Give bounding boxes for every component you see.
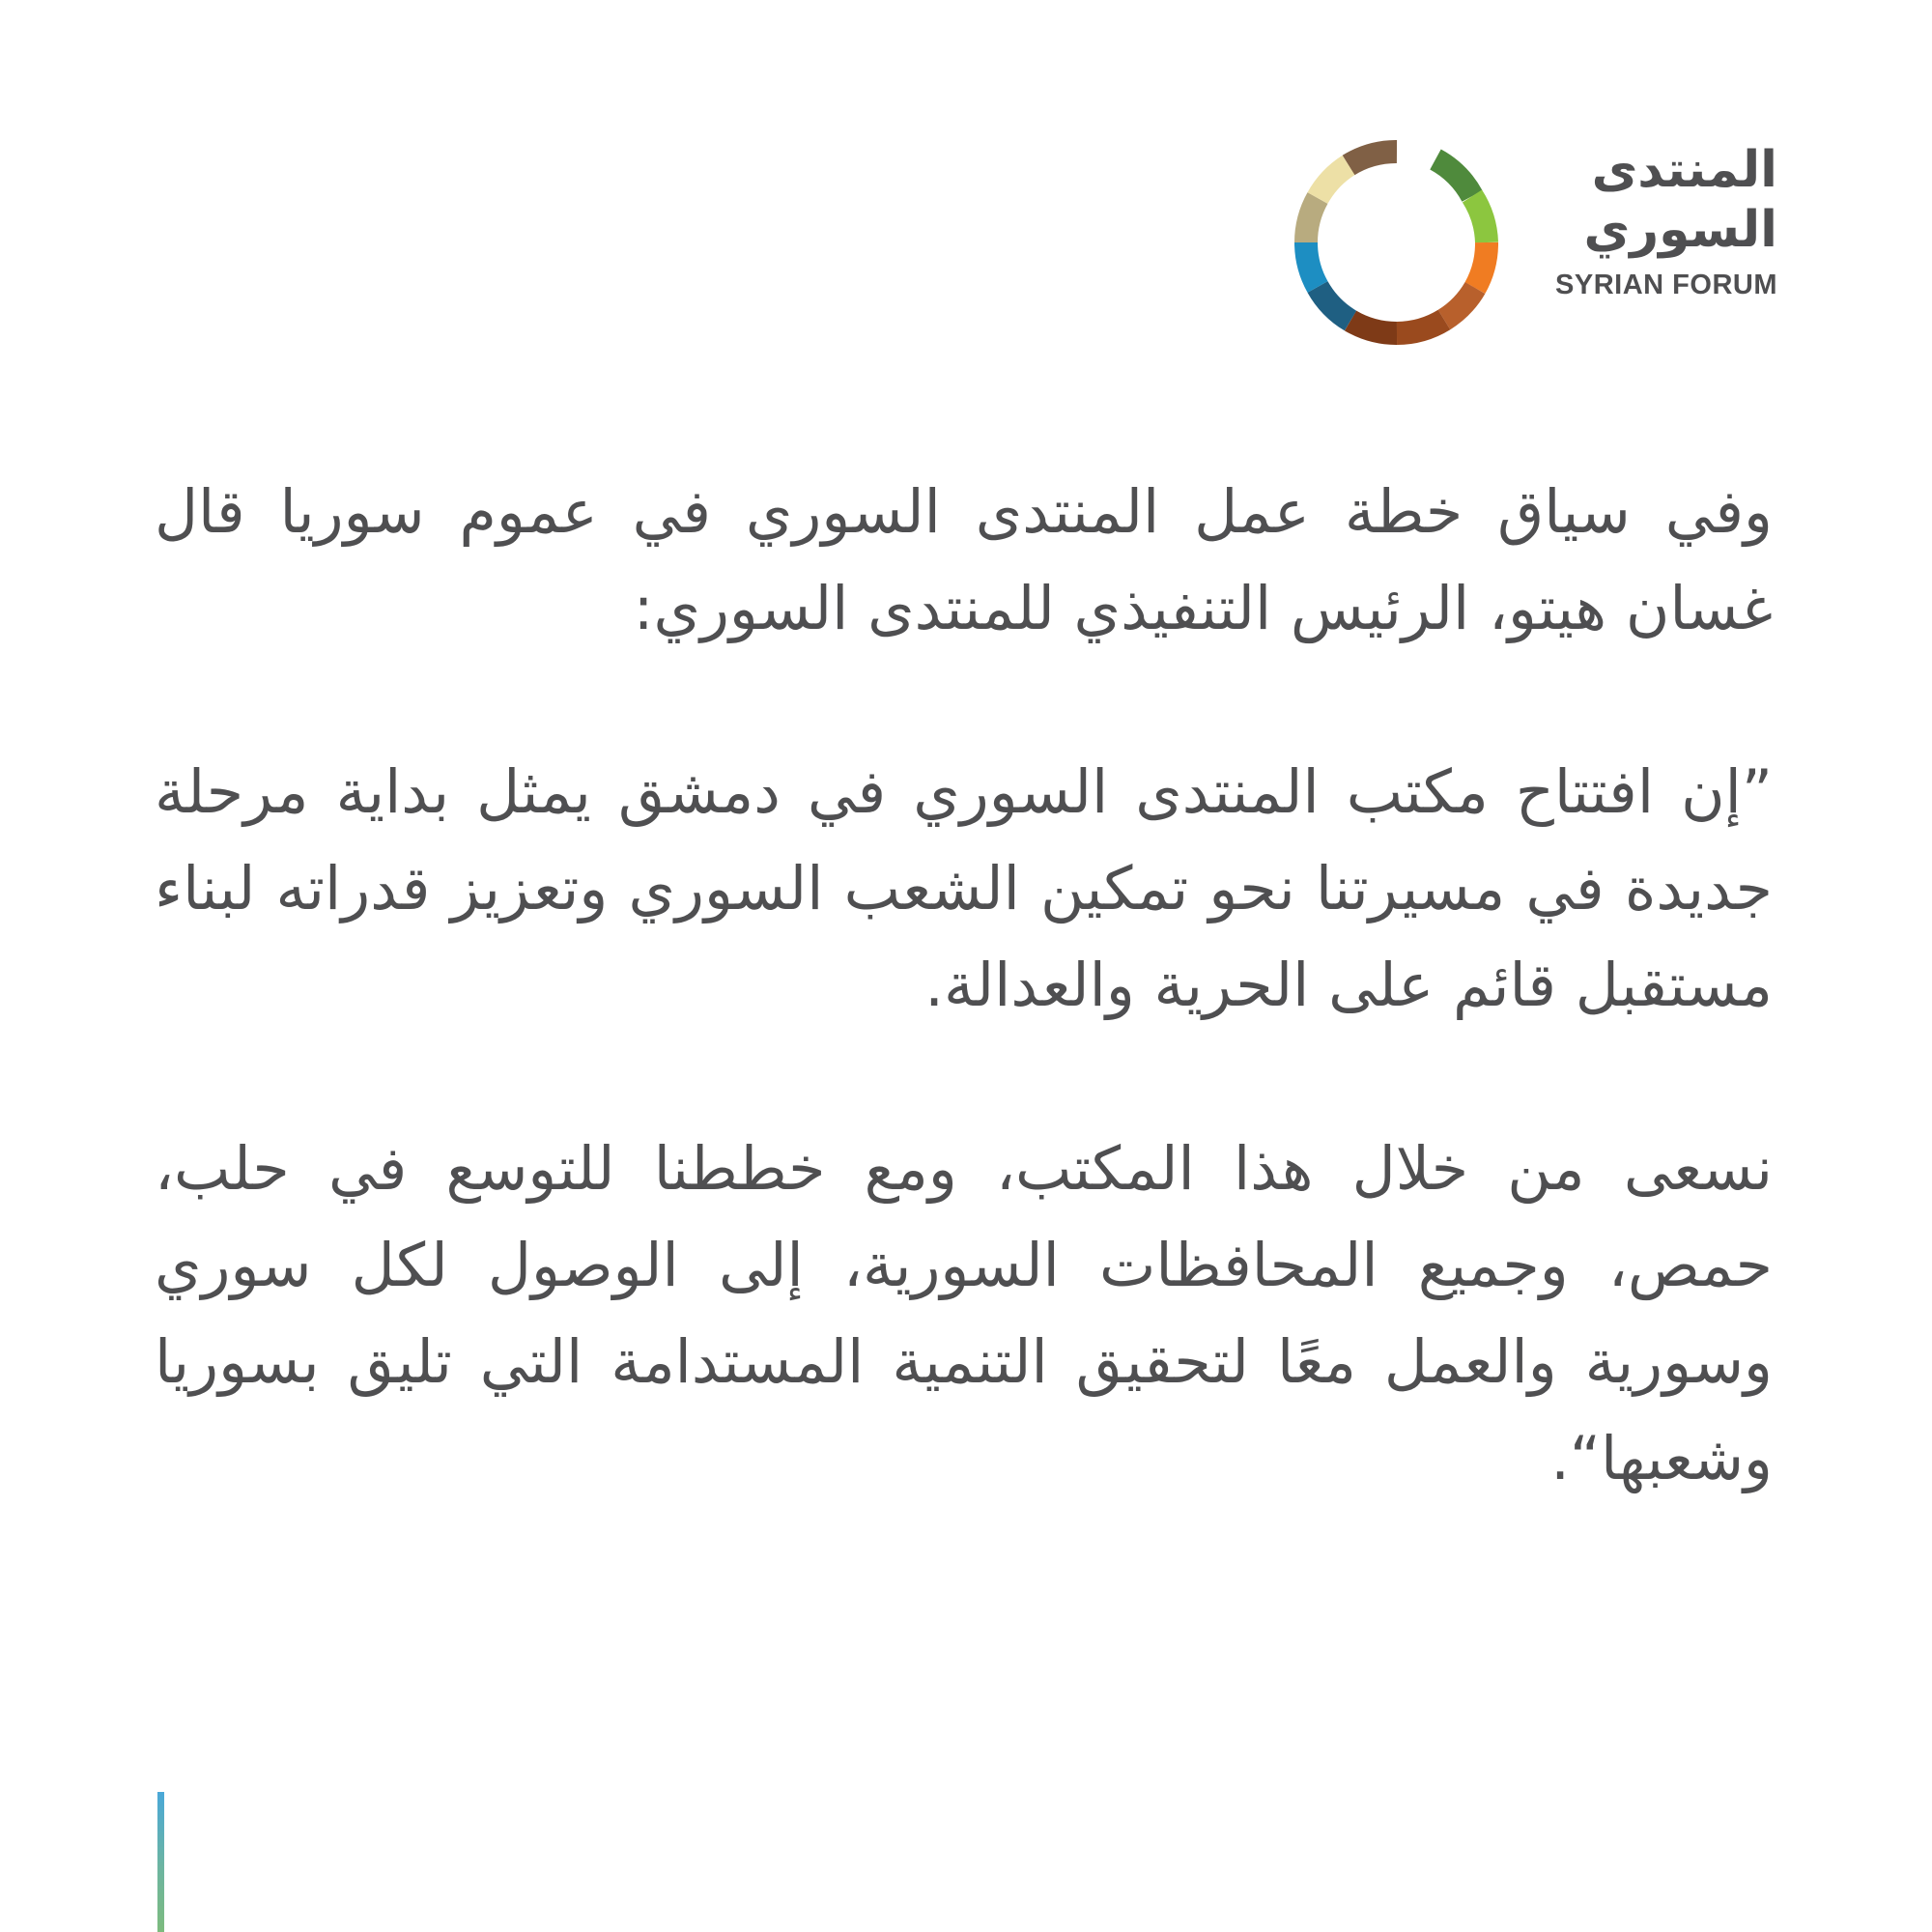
- ring-segment-orange: [1475, 242, 1487, 288]
- ring-segment-blue: [1306, 242, 1318, 287]
- logo-arabic-line1: المنتدى: [1591, 141, 1777, 199]
- ring-segment-dark-blue: [1318, 287, 1350, 321]
- logo-ring-icon: [1294, 140, 1499, 345]
- ring-segment-light-green: [1472, 196, 1487, 242]
- ring-segment-brown-top: [1349, 152, 1397, 165]
- ring-segment-dark-green: [1435, 159, 1472, 196]
- ring-segment-rust: [1444, 288, 1475, 320]
- ring-segment-khaki: [1306, 198, 1318, 242]
- quote-paragraph-2: نسعى من خلال هذا المكتب، ومع خططنا للتوسع في حلب، حمص، وجميع المحافظات السورية، إلى الوصول لكل سوري وسورية والعمل معًا لتحقيق التنمية المستدامة التي تليق بسوريا وشعبها“.: [155, 1133, 1773, 1493]
- logo-text: [1488, 140, 1777, 304]
- syrian-forum-logo: [1294, 140, 1777, 348]
- accent-bar: [157, 1792, 164, 1932]
- logo-arabic-line2: السوري: [1583, 201, 1777, 259]
- ring-segment-cream: [1318, 165, 1349, 198]
- quote-paragraph-1: ”إن افتتاح مكتب المنتدى السوري في دمشق يمثل بداية مرحلة جديدة في مسيرتنا نحو تمكين الشعب السوري وتعزيز قدراته لبناء مستقبل قائم على الحرية والعدالة.: [155, 756, 1773, 1020]
- intro-paragraph: وفي سياق خطة عمل المنتدى السوري في عموم سوريا قال غسان هيتو، الرئيس التنفيذي للمنتدى السوري:: [155, 476, 1773, 643]
- logo-english-name: SYRIAN FORUM: [1555, 270, 1777, 300]
- ring-segment-dark-brown: [1350, 321, 1397, 333]
- document-body: [155, 464, 1773, 1594]
- ring-segment-brown-bottom: [1397, 320, 1444, 333]
